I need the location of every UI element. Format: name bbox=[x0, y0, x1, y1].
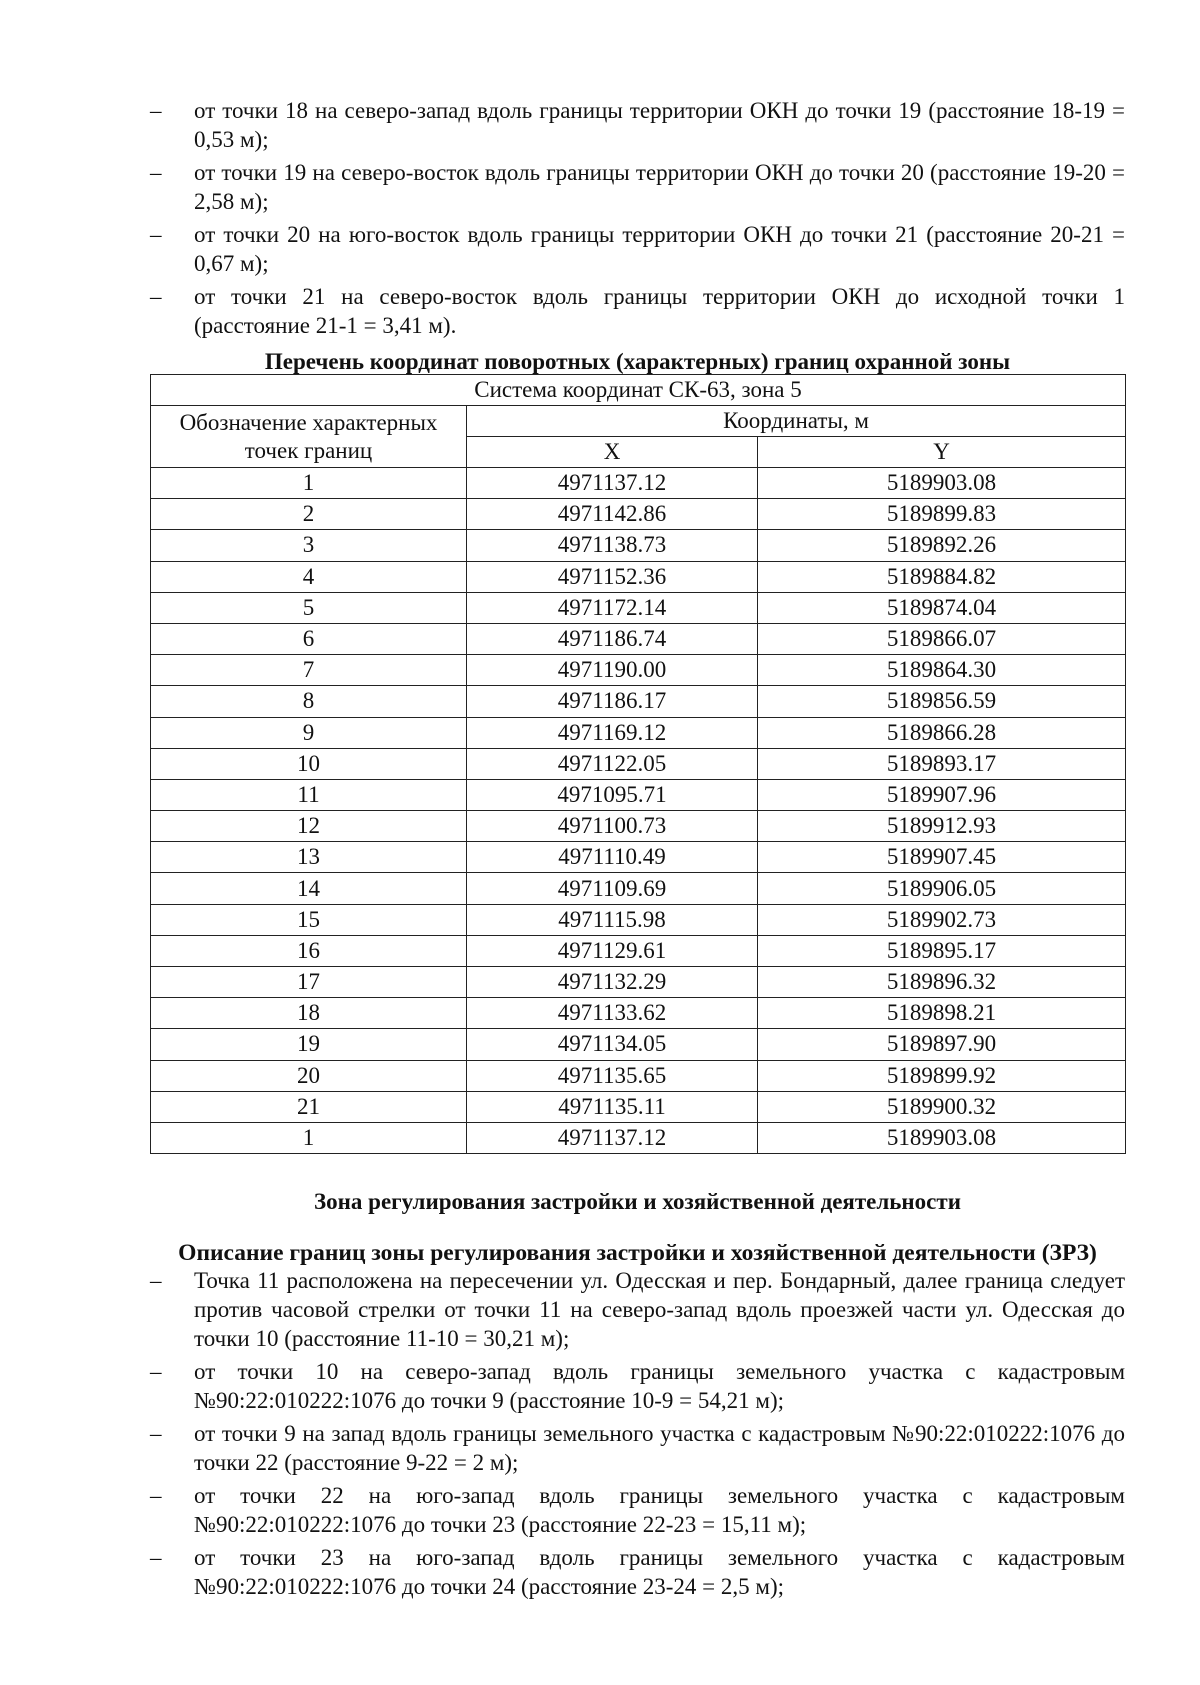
table-row bbox=[151, 468, 1126, 499]
x-coordinate-cell: 4971186.17 bbox=[467, 686, 758, 717]
y-coordinate-cell: 5189895.17 bbox=[758, 935, 1126, 966]
table-row bbox=[151, 748, 1126, 779]
dash-bullet: – bbox=[150, 98, 162, 123]
table-row bbox=[151, 842, 1126, 873]
point-cell: 17 bbox=[151, 967, 467, 998]
list-item-text: от точки 20 на юго-восток вдоль границы территории ОКН до точки 21 (расстояние 20-21 = 0,67 м); bbox=[194, 222, 1125, 276]
x-coordinate-cell: 4971186.74 bbox=[467, 623, 758, 654]
zrz-boundary-list bbox=[150, 1266, 1125, 1605]
dash-bullet: – bbox=[150, 1421, 162, 1446]
x-coordinate-cell: 4971100.73 bbox=[467, 811, 758, 842]
top-boundary-list bbox=[150, 96, 1125, 344]
table-row bbox=[151, 686, 1126, 717]
list-item-text: от точки 10 на северо-запад вдоль границы земельного участка с кадастровым №90:22:010222:1076 до точки 9 (расстояние 10-9 = 54,21 м); bbox=[194, 1359, 1125, 1413]
x-coordinate-cell: 4971190.00 bbox=[467, 655, 758, 686]
x-coordinate-cell: 4971142.86 bbox=[467, 499, 758, 530]
point-cell: 10 bbox=[151, 748, 467, 779]
x-coordinate-cell: 4971138.73 bbox=[467, 530, 758, 561]
point-cell: 14 bbox=[151, 873, 467, 904]
point-cell: 19 bbox=[151, 1029, 467, 1060]
table-row bbox=[151, 1091, 1126, 1122]
table-row bbox=[151, 717, 1126, 748]
table-row bbox=[151, 1029, 1126, 1060]
y-coordinate-cell: 5189907.45 bbox=[758, 842, 1126, 873]
point-cell: 18 bbox=[151, 998, 467, 1029]
coordinates-column-header: Координаты, м bbox=[467, 406, 1126, 437]
description-title: Описание границ зоны регулирования застройки и хозяйственной деятельности (ЗРЗ) bbox=[178, 1240, 1097, 1266]
dash-bullet: – bbox=[150, 222, 162, 247]
table-row bbox=[151, 655, 1126, 686]
point-cell: 3 bbox=[151, 530, 467, 561]
list-item bbox=[150, 158, 1125, 216]
dash-bullet: – bbox=[150, 1268, 162, 1293]
x-coordinate-cell: 4971169.12 bbox=[467, 717, 758, 748]
y-coordinate-cell: 5189896.32 bbox=[758, 967, 1126, 998]
y-coordinate-cell: 5189912.93 bbox=[758, 811, 1126, 842]
x-coordinate-cell: 4971135.11 bbox=[467, 1091, 758, 1122]
point-cell: 11 bbox=[151, 779, 467, 810]
x-coordinate-cell: 4971134.05 bbox=[467, 1029, 758, 1060]
table-row bbox=[151, 967, 1126, 998]
dash-bullet: – bbox=[150, 1359, 162, 1384]
x-coordinate-cell: 4971110.49 bbox=[467, 842, 758, 873]
coordinate-system-header: Система координат СК-63, зона 5 bbox=[151, 375, 1126, 406]
point-cell: 20 bbox=[151, 1060, 467, 1091]
x-coordinate-cell: 4971129.61 bbox=[467, 935, 758, 966]
dash-bullet: – bbox=[150, 284, 162, 309]
y-coordinate-cell: 5189903.08 bbox=[758, 468, 1126, 499]
table-row bbox=[151, 904, 1126, 935]
point-cell: 2 bbox=[151, 499, 467, 530]
x-coordinate-cell: 4971172.14 bbox=[467, 592, 758, 623]
point-cell: 1 bbox=[151, 1122, 467, 1153]
y-coordinate-cell: 5189906.05 bbox=[758, 873, 1126, 904]
table-row bbox=[151, 530, 1126, 561]
x-coordinate-cell: 4971132.29 bbox=[467, 967, 758, 998]
y-coordinate-cell: 5189866.28 bbox=[758, 717, 1126, 748]
table-title: Перечень координат поворотных (характерных) границ охранной зоны bbox=[264, 349, 1011, 374]
x-coordinate-cell: 4971122.05 bbox=[467, 748, 758, 779]
x-coordinate-cell: 4971137.12 bbox=[467, 1122, 758, 1153]
y-coordinate-cell: 5189884.82 bbox=[758, 561, 1126, 592]
table-row bbox=[151, 1122, 1126, 1153]
points-column-header: Обозначение характерных точек границ bbox=[151, 406, 467, 468]
point-cell: 13 bbox=[151, 842, 467, 873]
table-row bbox=[151, 935, 1126, 966]
x-column-header: X bbox=[467, 437, 758, 468]
point-cell: 21 bbox=[151, 1091, 467, 1122]
list-item-text: от точки 19 на северо-восток вдоль границы территории ОКН до точки 20 (расстояние 19-20 = 2,58 м); bbox=[194, 160, 1125, 214]
list-item bbox=[150, 1481, 1125, 1539]
point-cell: 15 bbox=[151, 904, 467, 935]
list-item-text: от точки 21 на северо-восток вдоль границы территории ОКН до исходной точки 1 (расстояние 21-1 = 3,41 м). bbox=[194, 284, 1125, 338]
x-coordinate-cell: 4971137.12 bbox=[467, 468, 758, 499]
point-cell: 16 bbox=[151, 935, 467, 966]
y-coordinate-cell: 5189899.83 bbox=[758, 499, 1126, 530]
point-cell: 1 bbox=[151, 468, 467, 499]
list-item bbox=[150, 1419, 1125, 1477]
point-cell: 4 bbox=[151, 561, 467, 592]
list-item bbox=[150, 1266, 1125, 1353]
table-row bbox=[151, 811, 1126, 842]
y-coordinate-cell: 5189874.04 bbox=[758, 592, 1126, 623]
x-coordinate-cell: 4971152.36 bbox=[467, 561, 758, 592]
point-cell: 12 bbox=[151, 811, 467, 842]
table-row bbox=[151, 873, 1126, 904]
list-item bbox=[150, 220, 1125, 278]
y-coordinate-cell: 5189903.08 bbox=[758, 1122, 1126, 1153]
list-item bbox=[150, 96, 1125, 154]
table-row bbox=[151, 499, 1126, 530]
y-column-header: Y bbox=[758, 437, 1126, 468]
y-coordinate-cell: 5189893.17 bbox=[758, 748, 1126, 779]
y-coordinate-cell: 5189897.90 bbox=[758, 1029, 1126, 1060]
list-item bbox=[150, 1357, 1125, 1415]
list-item bbox=[150, 1543, 1125, 1601]
y-coordinate-cell: 5189900.32 bbox=[758, 1091, 1126, 1122]
dash-bullet: – bbox=[150, 1483, 162, 1508]
x-coordinate-cell: 4971115.98 bbox=[467, 904, 758, 935]
x-coordinate-cell: 4971133.62 bbox=[467, 998, 758, 1029]
x-coordinate-cell: 4971109.69 bbox=[467, 873, 758, 904]
table-row bbox=[151, 623, 1126, 654]
y-coordinate-cell: 5189866.07 bbox=[758, 623, 1126, 654]
point-cell: 8 bbox=[151, 686, 467, 717]
dash-bullet: – bbox=[150, 1545, 162, 1570]
table-row bbox=[151, 592, 1126, 623]
point-cell: 5 bbox=[151, 592, 467, 623]
table-row bbox=[151, 561, 1126, 592]
list-item-text: от точки 18 на северо-запад вдоль границы территории ОКН до точки 19 (расстояние 18-19 = 0,53 м); bbox=[194, 98, 1125, 152]
y-coordinate-cell: 5189864.30 bbox=[758, 655, 1126, 686]
y-coordinate-cell: 5189898.21 bbox=[758, 998, 1126, 1029]
coordinates-table bbox=[150, 374, 1126, 1154]
list-item bbox=[150, 282, 1125, 340]
y-coordinate-cell: 5189892.26 bbox=[758, 530, 1126, 561]
point-cell: 6 bbox=[151, 623, 467, 654]
list-item-text: от точки 22 на юго-запад вдоль границы земельного участка с кадастровым №90:22:010222:1076 до точки 23 (расстояние 22-23 = 15,11 м); bbox=[194, 1483, 1125, 1537]
coordinates-table-body bbox=[151, 468, 1126, 1154]
section-title: Зона регулирования застройки и хозяйственной деятельности bbox=[314, 1189, 961, 1214]
table-row bbox=[151, 998, 1126, 1029]
point-cell: 9 bbox=[151, 717, 467, 748]
x-coordinate-cell: 4971135.65 bbox=[467, 1060, 758, 1091]
y-coordinate-cell: 5189902.73 bbox=[758, 904, 1126, 935]
list-item-text: от точки 9 на запад вдоль границы земельного участка с кадастровым №90:22:010222:1076 до точки 22 (расстояние 9-22 = 2 м); bbox=[194, 1421, 1125, 1475]
point-cell: 7 bbox=[151, 655, 467, 686]
list-item-text: от точки 23 на юго-запад вдоль границы земельного участка с кадастровым №90:22:010222:1076 до точки 24 (расстояние 23-24 = 2,5 м); bbox=[194, 1545, 1125, 1599]
y-coordinate-cell: 5189856.59 bbox=[758, 686, 1126, 717]
y-coordinate-cell: 5189899.92 bbox=[758, 1060, 1126, 1091]
table-row bbox=[151, 779, 1126, 810]
table-row bbox=[151, 1060, 1126, 1091]
y-coordinate-cell: 5189907.96 bbox=[758, 779, 1126, 810]
dash-bullet: – bbox=[150, 160, 162, 185]
list-item-text: Точка 11 расположена на пересечении ул. Одесская и пер. Бондарный, далее граница следует против часовой стрелки от точки 11 на северо-запад вдоль проезжей части ул. Одесская до точки 10 (расстояние 11-10 = 30,21 м); bbox=[194, 1268, 1125, 1351]
x-coordinate-cell: 4971095.71 bbox=[467, 779, 758, 810]
